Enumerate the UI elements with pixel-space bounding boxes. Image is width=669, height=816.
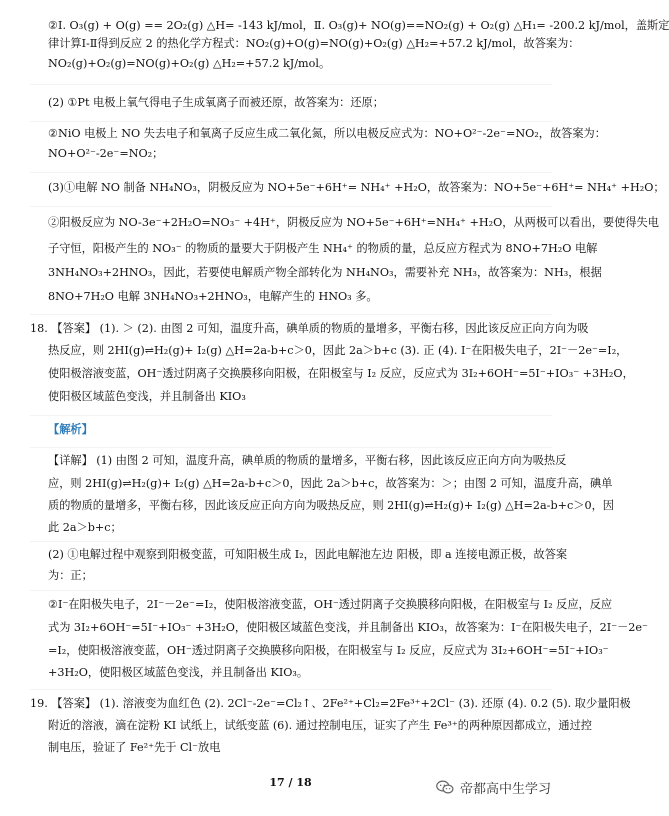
text-line: ②I⁻在阳极失电子，2I⁻－2e⁻=I₂，使阳极溶液变蓝，OH⁻透过阴离子交换膜移向阳极，在阳极室与 I₂ 反应，反应 — [48, 598, 613, 611]
text-line: +3H₂O，使阳极区域蓝色变浅，并且制备出 KIO₃。 — [48, 666, 309, 679]
text-line: 制电压，验证了 Fe²⁺先于 Cl⁻放电 — [48, 741, 221, 754]
text-line: 附近的溶液，滴在淀粉 KI 试纸上，试纸变蓝 (6). 通过控制电压，证实了产生 Fe³⁺的两种原因都成立，通过控 — [48, 719, 592, 732]
divider — [30, 415, 552, 416]
text-line: 3NH₄NO₃+2HNO₃，因此，若要使电解质产物全部转化为 NH₄NO₃，需要补充 NH₃，故答案为：NH₃，根据 — [48, 266, 602, 279]
divider — [30, 121, 552, 122]
text-line: NO₂(g)+O₂(g)=NO(g)+O₂(g) △H₂=+57.2 kJ/mol。 — [48, 57, 331, 70]
text-line: ②阳极反应为 NO-3e⁻+2H₂O=NO₃⁻ +4H⁺，阴极反应为 NO+5e⁻+6H⁺=NH₄⁺ +H₂O，从两极可以看出，要使得失电 — [48, 216, 659, 229]
text-line: 式为 3I₂+6OH⁻=5I⁻+IO₃⁻ +3H₂O，使阳极区域蓝色变浅，并且制备出 KIO₃，故答案为：I⁻在阳极失电子，2I⁻－2e⁻ — [48, 621, 648, 634]
text-line: 热反应，则 2HI(g)⇌H₂(g)+ I₂(g) △H=2a-b+c＞0，因此 2a＞b+c (3). 正 (4). I⁻在阳极失电子，2I⁻－2e⁻=I₂， — [48, 344, 628, 357]
divider — [30, 84, 552, 85]
text-line: 质的物质的量增多，平衡右移，因此该反应正向方向为吸热反应，则 2HI(g)⇌H₂(g)+ I₂(g) △H=2a-b+c＞0，因 — [48, 499, 614, 512]
answer-19-line: 19. 【答案】 (1). 溶液变为血红色 (2). 2Cl⁻-2e⁻=Cl₂↑、2Fe²⁺+Cl₂=2Fe³⁺+2Cl⁻ (3). 还原 (4). 0.2 (5). 取少量阳极 — [30, 697, 631, 710]
wechat-icon — [436, 780, 454, 795]
text-line: 律计算Ⅰ-Ⅱ得到反应 2 的热化学方程式：NO₂(g)+O(g)=NO(g)+O₂(g) △H₂=+57.2 kJ/mol，故答案为： — [48, 37, 580, 50]
divider — [30, 590, 552, 591]
divider — [30, 314, 552, 315]
text-line: 应，则 2HI(g)⇌H₂(g)+ I₂(g) △H=2a-b+c＞0，因此 2a＞b+c，故答案为：＞；由图 2 可知，温度升高，碘单 — [48, 477, 613, 490]
divider — [30, 689, 552, 690]
text-line: 使阳极溶液变蓝，OH⁻透过阴离子交换膜移向阳极，在阳极室与 I₂ 反应，反应式为 3I₂+6OH⁻=5I⁻+IO₃⁻ +3H₂O， — [48, 367, 634, 380]
text-line: ②NiO 电极上 NO 失去电子和氧离子反应生成二氧化氮，所以电极反应式为：NO+O²⁻-2e⁻=NO₂，故答案为： — [48, 127, 606, 140]
text-line: NO+O²⁻-2e⁻=NO₂； — [48, 147, 164, 160]
text-line: 此 2a＞b+c； — [48, 521, 122, 534]
text-line: 【详解】 (1) 由图 2 可知，温度升高，碘单质的物质的量增多，平衡右移，因此该反应正向方向为吸热反 — [48, 454, 567, 467]
answer-18-line: 18. 【答案】 (1). ＞ (2). 由图 2 可知，温度升高，碘单质的物质的量增多，平衡右移，因此该反应正向方向为吸 — [30, 322, 589, 335]
analysis-label: 【解析】 — [48, 422, 93, 436]
text-line: 使阳极区域蓝色变浅，并且制备出 KIO₃ — [48, 390, 246, 403]
text-line: 8NO+7H₂O 电解 3NH₄NO₃+2HNO₃，电解产生的 HNO₃ 多。 — [48, 290, 378, 303]
watermark — [436, 778, 551, 797]
text-line: (2) ①Pt 电极上氧气得电子生成氧离子而被还原，故答案为：还原； — [48, 96, 384, 109]
divider — [30, 172, 552, 173]
text-line: 为：正； — [48, 569, 93, 582]
divider — [30, 447, 552, 448]
page-number: 17 / 18 — [269, 776, 312, 789]
watermark-text: 帝都高中生学习 — [459, 782, 551, 797]
text-line: ②Ⅰ. O₃(g) + O(g) == 2O₂(g) △H= -143 kJ/mol，Ⅱ. O₃(g)+ NO(g)==NO₂(g) + O₂(g) △H₁= -200.2 kJ/mol，盖斯定 — [48, 19, 669, 32]
text-line: 子守恒，阳极产生的 NO₃⁻ 的物质的量要大于阴极产生 NH₄⁺ 的物质的量，总反应方程式为 8NO+7H₂O 电解 — [48, 242, 598, 255]
text-line: (2) ①电解过程中观察到阳极变蓝，可知阳极生成 I₂，因此电解池左边 阳极，即 a 连接电源正极，故答案 — [48, 548, 568, 561]
text-line: =I₂，使阳极溶液变蓝，OH⁻透过阴离子交换膜移向阳极，在阳极室与 I₂ 反应，反应式为 3I₂+6OH⁻=5I⁻+IO₃⁻ — [48, 644, 609, 657]
text-line: (3)①电解 NO 制备 NH₄NO₃，阴极反应为 NO+5e⁻+6H⁺= NH₄⁺ +H₂O，故答案为：NO+5e⁻+6H⁺= NH₄⁺ +H₂O； — [48, 181, 665, 194]
divider — [30, 206, 552, 207]
divider — [30, 541, 552, 542]
